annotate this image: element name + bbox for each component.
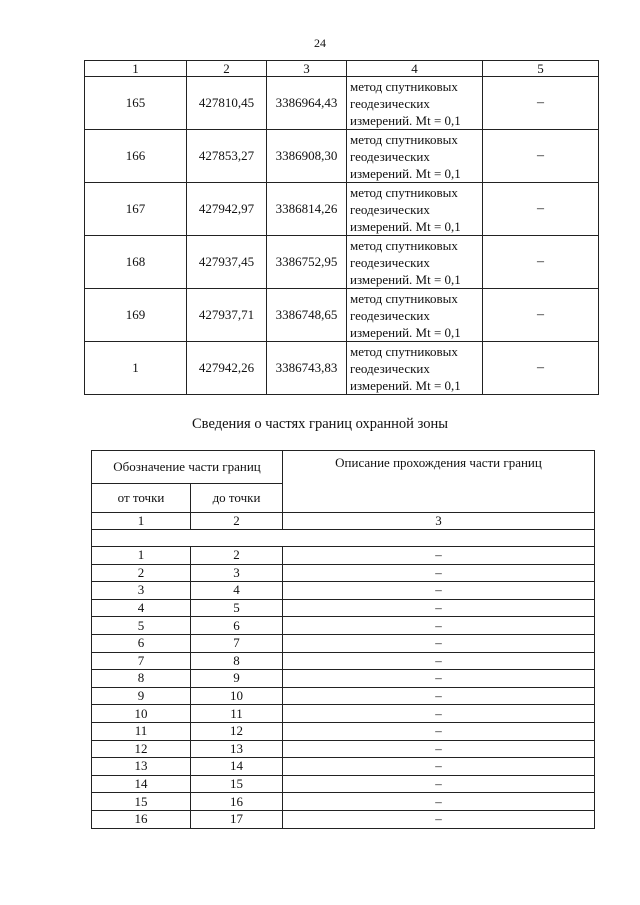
- to-point: 16: [191, 793, 283, 811]
- y-coordinate: 3386748,65: [267, 289, 347, 342]
- part-description: –: [283, 670, 595, 688]
- method-line: измерений. Mt = 0,1: [350, 165, 461, 181]
- from-point: 13: [92, 758, 191, 776]
- x-coordinate: 427937,45: [187, 236, 267, 289]
- page-number: 24: [314, 36, 326, 50]
- method-line: геодезических: [350, 201, 430, 217]
- part-description: –: [283, 564, 595, 582]
- coordinate-row: [85, 289, 599, 342]
- to-point: 8: [191, 652, 283, 670]
- method-line: метод спутниковых: [350, 131, 458, 147]
- note-cell: –: [483, 236, 599, 289]
- method-line: геодезических: [350, 307, 430, 323]
- boundary-designation-header: Обозначение части границ: [92, 451, 283, 484]
- boundary-part-row: [92, 617, 595, 635]
- method-line: метод спутниковых: [350, 290, 458, 306]
- x-coordinate: 427942,26: [187, 342, 267, 395]
- to-point: 17: [191, 810, 283, 828]
- col-number: 1: [92, 513, 191, 530]
- col-header: 5: [483, 61, 599, 77]
- point-number: 166: [85, 130, 187, 183]
- column-number-row: [92, 513, 595, 530]
- to-point: 10: [191, 687, 283, 705]
- method-line: измерений. Mt = 0,1: [350, 112, 461, 128]
- part-description: –: [283, 634, 595, 652]
- coordinate-row: [85, 342, 599, 395]
- part-description: –: [283, 617, 595, 635]
- method-line: геодезических: [350, 95, 430, 111]
- boundary-part-row: [92, 687, 595, 705]
- point-number: 168: [85, 236, 187, 289]
- boundary-part-row: [92, 652, 595, 670]
- y-coordinate: 3386752,95: [267, 236, 347, 289]
- from-point: 10: [92, 705, 191, 723]
- from-point-header: от точки: [92, 484, 191, 513]
- col-header: 3: [267, 61, 347, 77]
- boundary-part-row: [92, 582, 595, 600]
- boundary-part-row: [92, 740, 595, 758]
- section-heading: Сведения о частях границ охранной зоны: [192, 416, 448, 432]
- to-point: 14: [191, 758, 283, 776]
- coordinate-row: [85, 236, 599, 289]
- part-description: –: [283, 705, 595, 723]
- boundary-part-row: [92, 670, 595, 688]
- point-number: 1: [85, 342, 187, 395]
- x-coordinate: 427853,27: [187, 130, 267, 183]
- part-description: –: [283, 758, 595, 776]
- boundary-part-row: [92, 775, 595, 793]
- blank-cell: [92, 530, 595, 547]
- point-number: 169: [85, 289, 187, 342]
- from-point: 16: [92, 810, 191, 828]
- from-point: 5: [92, 617, 191, 635]
- from-point: 7: [92, 652, 191, 670]
- col-header: 4: [347, 61, 483, 77]
- part-description: –: [283, 652, 595, 670]
- part-description: –: [283, 722, 595, 740]
- y-coordinate: 3386908,30: [267, 130, 347, 183]
- coordinate-row: [85, 130, 599, 183]
- to-point-header: до точки: [191, 484, 283, 513]
- x-coordinate: 427810,45: [187, 77, 267, 130]
- blank-row: [92, 530, 595, 547]
- method-line: измерений. Mt = 0,1: [350, 377, 461, 393]
- method-cell: [347, 342, 483, 395]
- to-point: 3: [191, 564, 283, 582]
- from-point: 12: [92, 740, 191, 758]
- boundary-description-header: Описание прохождения части границ: [283, 451, 595, 513]
- method-line: метод спутниковых: [350, 343, 458, 359]
- from-point: 1: [92, 547, 191, 565]
- to-point: 15: [191, 775, 283, 793]
- col-number: 2: [191, 513, 283, 530]
- to-point: 5: [191, 599, 283, 617]
- to-point: 11: [191, 705, 283, 723]
- method-cell: [347, 289, 483, 342]
- y-coordinate: 3386743,83: [267, 342, 347, 395]
- from-point: 6: [92, 634, 191, 652]
- method-line: измерений. Mt = 0,1: [350, 324, 461, 340]
- to-point: 2: [191, 547, 283, 565]
- part-description: –: [283, 793, 595, 811]
- method-line: геодезических: [350, 148, 430, 164]
- boundary-part-row: [92, 722, 595, 740]
- from-point: 4: [92, 599, 191, 617]
- to-point: 12: [191, 722, 283, 740]
- method-cell: [347, 236, 483, 289]
- coordinate-row: [85, 77, 599, 130]
- part-description: –: [283, 599, 595, 617]
- method-line: геодезических: [350, 360, 430, 376]
- coordinates-table: [84, 60, 599, 395]
- to-point: 9: [191, 670, 283, 688]
- part-description: –: [283, 810, 595, 828]
- method-line: геодезических: [350, 254, 430, 270]
- from-point: 2: [92, 564, 191, 582]
- note-cell: –: [483, 77, 599, 130]
- method-line: измерений. Mt = 0,1: [350, 271, 461, 287]
- from-point: 8: [92, 670, 191, 688]
- method-cell: [347, 130, 483, 183]
- col-header: 1: [85, 61, 187, 77]
- from-point: 9: [92, 687, 191, 705]
- boundary-part-row: [92, 547, 595, 565]
- point-number: 165: [85, 77, 187, 130]
- method-cell: [347, 183, 483, 236]
- col-number: 3: [283, 513, 595, 530]
- boundary-part-row: [92, 634, 595, 652]
- point-number: 167: [85, 183, 187, 236]
- x-coordinate: 427942,97: [187, 183, 267, 236]
- note-cell: –: [483, 130, 599, 183]
- from-point: 11: [92, 722, 191, 740]
- part-description: –: [283, 582, 595, 600]
- x-coordinate: 427937,71: [187, 289, 267, 342]
- boundary-part-row: [92, 705, 595, 723]
- coordinate-row: [85, 183, 599, 236]
- boundary-part-row: [92, 793, 595, 811]
- from-point: 15: [92, 793, 191, 811]
- boundary-part-row: [92, 810, 595, 828]
- method-cell: [347, 77, 483, 130]
- to-point: 6: [191, 617, 283, 635]
- part-description: –: [283, 775, 595, 793]
- boundary-parts-table: [91, 450, 595, 829]
- note-cell: –: [483, 342, 599, 395]
- method-line: измерений. Mt = 0,1: [350, 218, 461, 234]
- parts-header-row: [92, 451, 595, 484]
- y-coordinate: 3386964,43: [267, 77, 347, 130]
- col-header: 2: [187, 61, 267, 77]
- method-line: метод спутниковых: [350, 78, 458, 94]
- boundary-part-row: [92, 599, 595, 617]
- from-point: 3: [92, 582, 191, 600]
- method-line: метод спутниковых: [350, 184, 458, 200]
- note-cell: –: [483, 289, 599, 342]
- part-description: –: [283, 740, 595, 758]
- part-description: –: [283, 547, 595, 565]
- note-cell: –: [483, 183, 599, 236]
- method-line: метод спутниковых: [350, 237, 458, 253]
- from-point: 14: [92, 775, 191, 793]
- part-description: –: [283, 687, 595, 705]
- to-point: 13: [191, 740, 283, 758]
- y-coordinate: 3386814,26: [267, 183, 347, 236]
- boundary-part-row: [92, 564, 595, 582]
- to-point: 7: [191, 634, 283, 652]
- boundary-part-row: [92, 758, 595, 776]
- to-point: 4: [191, 582, 283, 600]
- coordinates-header-row: [85, 61, 599, 77]
